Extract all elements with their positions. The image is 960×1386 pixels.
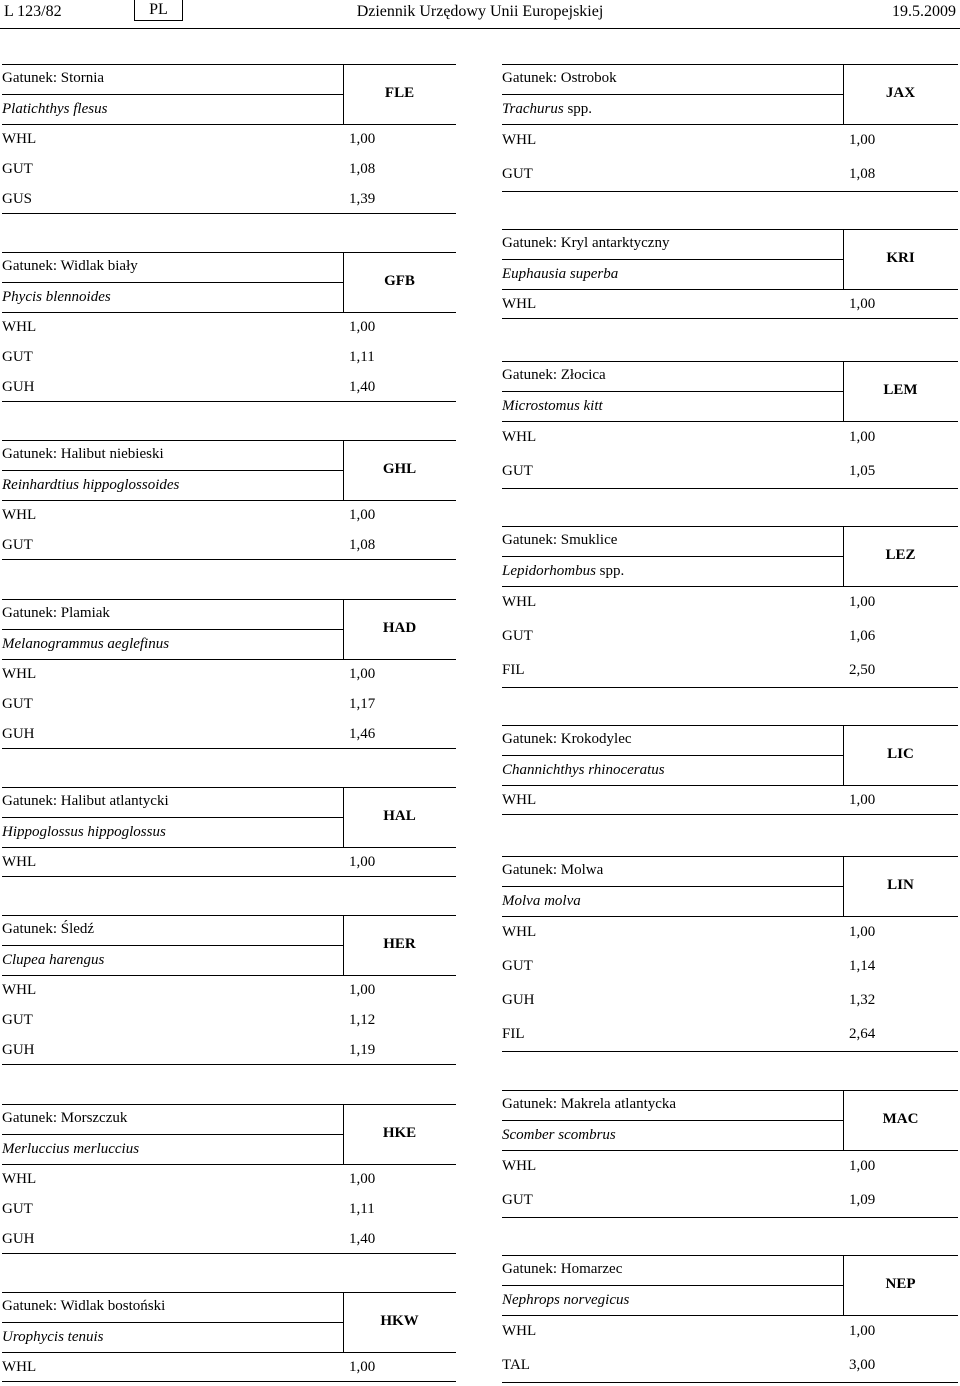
conversion-factor: 1,00 [849, 296, 876, 312]
table-top-rule [2, 1104, 456, 1105]
species-common-name [2, 921, 94, 938]
conversion-factor: 1,40 [349, 379, 376, 395]
species-code: HER [383, 936, 416, 952]
conversion-row [2, 124, 456, 154]
species-scientific-name [2, 101, 107, 118]
species-scientific-name [2, 1141, 139, 1158]
species-table [502, 856, 958, 1052]
presentation-code: GUH [502, 992, 535, 1008]
species-code: LIC [887, 746, 914, 762]
conversion-row [502, 124, 958, 158]
gatunek-label: Gatunek: [2, 605, 57, 621]
name-divider [502, 755, 843, 756]
conversion-factor: 1,00 [349, 854, 376, 870]
species-table [2, 440, 456, 560]
presentation-code: GUH [2, 1042, 35, 1058]
conversion-factor: 1,08 [349, 161, 376, 177]
species-scientific-name [502, 398, 603, 415]
conversion-row [2, 1224, 456, 1254]
table-bottom-rule [502, 814, 958, 815]
species-table [2, 915, 456, 1065]
name-divider [502, 259, 843, 260]
species-common-name [2, 605, 110, 622]
presentation-code: WHL [2, 982, 37, 998]
species-common-name [502, 1261, 622, 1278]
gatunek-label: Gatunek: [2, 446, 57, 462]
conversion-factor: 1,00 [349, 319, 376, 335]
presentation-code: FIL [502, 1026, 525, 1042]
table-top-rule [2, 440, 456, 441]
gatunek-label: Gatunek: [2, 921, 57, 937]
gatunek-label: Gatunek: [502, 532, 557, 548]
common-name-text: Plamiak [60, 605, 110, 621]
conversion-factor: 1,00 [849, 594, 876, 610]
conversion-row [502, 1349, 958, 1383]
conversion-row [2, 1352, 456, 1382]
species-code: HAL [383, 808, 416, 824]
conversion-factor: 1,00 [849, 1158, 876, 1174]
name-divider [502, 1285, 843, 1286]
common-name-text: Smuklice [560, 532, 618, 548]
name-divider [502, 1120, 843, 1121]
scientific-name-text: Platichthys flesus [2, 101, 108, 117]
conversion-row [2, 847, 456, 877]
table-top-rule [502, 526, 958, 527]
conversion-row [2, 1035, 456, 1065]
conversion-factor: 1,00 [349, 1171, 376, 1187]
presentation-code: WHL [502, 594, 537, 610]
conversion-row [502, 1018, 958, 1052]
scientific-name-text: Urophycis tenuis [2, 1329, 104, 1345]
species-common-name [502, 1096, 676, 1113]
species-common-name [502, 235, 669, 252]
conversion-factor: 1,39 [349, 191, 376, 207]
presentation-code: WHL [502, 1158, 537, 1174]
table-bottom-rule [2, 876, 456, 877]
scientific-name-text: Trachurus [502, 101, 564, 117]
species-table [2, 1292, 456, 1382]
journal-title: Dziennik Urzędowy Unii Europejskiej [356, 3, 604, 20]
table-bottom-rule [2, 748, 456, 749]
page-header [0, 0, 960, 29]
common-name-text: Homarzec [560, 1261, 623, 1277]
presentation-code: WHL [2, 1359, 37, 1375]
species-table [502, 1255, 958, 1383]
conversion-row [502, 289, 958, 319]
common-name-text: Krokodylec [560, 731, 632, 747]
presentation-code: FIL [502, 662, 525, 678]
table-bottom-rule [2, 1253, 456, 1254]
species-scientific-name [2, 952, 104, 969]
table-top-rule [502, 725, 958, 726]
species-common-name [502, 862, 603, 879]
species-table [502, 64, 958, 192]
gatunek-label: Gatunek: [2, 1110, 57, 1126]
conversion-factor: 1,05 [849, 463, 876, 479]
scientific-name-suffix: spp. [595, 563, 625, 579]
conversion-factor: 1,00 [349, 1359, 376, 1375]
species-code: NEP [885, 1276, 916, 1292]
scientific-name-suffix: spp. [563, 101, 593, 117]
species-scientific-name [502, 101, 592, 118]
species-common-name [502, 731, 632, 748]
species-code: LEZ [885, 547, 916, 563]
gatunek-label: Gatunek: [502, 731, 557, 747]
common-name-text: Morszczuk [60, 1110, 128, 1126]
conversion-factor: 1,19 [349, 1042, 376, 1058]
species-code: GFB [384, 273, 415, 289]
conversion-row [2, 1164, 456, 1194]
conversion-row [502, 916, 958, 950]
scientific-name-text: Lepidorhombus [502, 563, 596, 579]
presentation-code: WHL [502, 924, 537, 940]
species-scientific-name [502, 266, 618, 283]
scientific-name-text: Hippoglossus hippoglossus [2, 824, 166, 840]
table-bottom-rule [502, 1382, 958, 1383]
conversion-row [2, 500, 456, 530]
species-common-name [502, 70, 617, 87]
conversion-row [502, 1315, 958, 1349]
species-code: GHL [382, 461, 417, 477]
conversion-factor: 3,00 [849, 1357, 876, 1373]
name-divider [2, 470, 343, 471]
presentation-code: WHL [502, 792, 537, 808]
species-table [502, 526, 958, 688]
conversion-row [502, 950, 958, 984]
conversion-factor: 1,11 [349, 1201, 375, 1217]
table-bottom-rule [2, 1381, 456, 1382]
common-name-text: Śledź [60, 921, 95, 937]
conversion-factor: 1,46 [349, 726, 376, 742]
species-scientific-name [2, 636, 169, 653]
conversion-row [502, 455, 958, 489]
conversion-row [502, 785, 958, 815]
scientific-name-text: Microstomus kitt [502, 398, 603, 414]
common-name-text: Widlak bostoński [60, 1298, 166, 1314]
name-divider [2, 1322, 343, 1323]
name-divider [502, 391, 843, 392]
presentation-code: WHL [2, 1171, 37, 1187]
species-code: MAC [882, 1111, 919, 1127]
species-common-name [502, 367, 606, 384]
scientific-name-text: Melanogrammus aeglefinus [2, 636, 170, 652]
species-table [502, 725, 958, 815]
species-code: JAX [885, 85, 916, 101]
species-common-name [2, 70, 104, 87]
common-name-text: Stornia [60, 70, 105, 86]
gatunek-label: Gatunek: [502, 70, 557, 86]
name-divider [502, 94, 843, 95]
scientific-name-text: Euphausia superba [502, 266, 619, 282]
species-table [2, 252, 456, 402]
species-table [502, 361, 958, 489]
table-top-rule [502, 64, 958, 65]
species-code: HAD [382, 620, 417, 636]
conversion-factor: 1,00 [349, 666, 376, 682]
species-code: FLE [384, 85, 415, 101]
publication-date: 19.5.2009 [892, 3, 956, 20]
conversion-row [502, 421, 958, 455]
common-name-text: Molwa [560, 862, 604, 878]
conversion-factor: 1,00 [849, 429, 876, 445]
table-bottom-rule [502, 191, 958, 192]
conversion-factor: 2,50 [849, 662, 876, 678]
presentation-code: WHL [502, 296, 537, 312]
name-divider [2, 629, 343, 630]
species-scientific-name [502, 563, 624, 580]
presentation-code: GUT [2, 161, 33, 177]
conversion-factor: 1,14 [849, 958, 876, 974]
scientific-name-text: Phycis blennoides [2, 289, 111, 305]
conversion-row [502, 654, 958, 688]
conversion-factor: 1,00 [849, 132, 876, 148]
presentation-code: GUH [2, 1231, 35, 1247]
scientific-name-text: Nephrops norvegicus [502, 1292, 630, 1308]
scientific-name-text: Molva molva [502, 893, 581, 909]
presentation-code: GUT [502, 166, 533, 182]
common-name-text: Halibut niebieski [60, 446, 164, 462]
table-top-rule [502, 229, 958, 230]
common-name-text: Halibut atlantycki [60, 793, 169, 809]
conversion-row [502, 620, 958, 654]
conversion-factor: 1,00 [849, 1323, 876, 1339]
common-name-text: Kryl antarktyczny [560, 235, 670, 251]
presentation-code: GUT [502, 1192, 533, 1208]
table-bottom-rule [2, 1064, 456, 1065]
gatunek-label: Gatunek: [502, 862, 557, 878]
species-code: HKW [380, 1313, 419, 1329]
species-code: LEM [883, 382, 918, 398]
conversion-factor: 1,00 [349, 131, 376, 147]
common-name-text: Złocica [560, 367, 606, 383]
presentation-code: WHL [502, 429, 537, 445]
species-code: HKE [382, 1125, 417, 1141]
presentation-code: GUT [502, 628, 533, 644]
presentation-code: GUT [2, 696, 33, 712]
conversion-row [2, 975, 456, 1005]
scientific-name-text: Clupea harengus [2, 952, 105, 968]
name-divider [2, 817, 343, 818]
presentation-code: WHL [502, 132, 537, 148]
species-scientific-name [502, 1292, 629, 1309]
species-scientific-name [502, 1127, 616, 1144]
table-top-rule [502, 1090, 958, 1091]
table-top-rule [2, 64, 456, 65]
conversion-factor: 1,32 [849, 992, 876, 1008]
species-common-name [2, 446, 164, 463]
presentation-code: WHL [2, 507, 37, 523]
conversion-row [502, 158, 958, 192]
name-divider [2, 282, 343, 283]
table-top-rule [502, 361, 958, 362]
presentation-code: GUT [502, 958, 533, 974]
presentation-code: GUT [2, 1201, 33, 1217]
presentation-code: GUT [502, 463, 533, 479]
common-name-text: Widlak biały [60, 258, 138, 274]
conversion-row [2, 342, 456, 372]
common-name-text: Ostrobok [560, 70, 617, 86]
name-divider [502, 886, 843, 887]
scientific-name-text: Channichthys rhinoceratus [502, 762, 665, 778]
gatunek-label: Gatunek: [502, 367, 557, 383]
species-common-name [502, 532, 617, 549]
conversion-factor: 1,00 [849, 792, 876, 808]
presentation-code: GUH [2, 379, 35, 395]
gatunek-label: Gatunek: [502, 235, 557, 251]
presentation-code: WHL [502, 1323, 537, 1339]
table-bottom-rule [2, 559, 456, 560]
table-top-rule [2, 252, 456, 253]
species-scientific-name [502, 893, 581, 910]
species-scientific-name [2, 477, 179, 494]
conversion-row [502, 1150, 958, 1184]
name-divider [2, 1134, 343, 1135]
table-bottom-rule [2, 401, 456, 402]
conversion-factor: 1,40 [349, 1231, 376, 1247]
species-table [502, 1090, 958, 1218]
presentation-code: WHL [2, 319, 37, 335]
scientific-name-text: Reinhardtius hippoglossoides [2, 477, 180, 493]
name-divider [2, 94, 343, 95]
table-top-rule [2, 915, 456, 916]
species-table [2, 787, 456, 877]
name-divider [502, 556, 843, 557]
table-bottom-rule [502, 687, 958, 688]
presentation-code: WHL [2, 666, 37, 682]
conversion-factor: 1,12 [349, 1012, 376, 1028]
presentation-code: GUT [2, 1012, 33, 1028]
conversion-row [2, 312, 456, 342]
conversion-factor: 1,00 [849, 924, 876, 940]
name-divider [2, 945, 343, 946]
species-table [2, 1104, 456, 1254]
conversion-factor: 1,09 [849, 1192, 876, 1208]
presentation-code: WHL [2, 131, 37, 147]
table-bottom-rule [2, 213, 456, 214]
gatunek-label: Gatunek: [2, 258, 57, 274]
conversion-row [2, 719, 456, 749]
table-bottom-rule [502, 488, 958, 489]
table-top-rule [502, 856, 958, 857]
conversion-row [2, 1194, 456, 1224]
table-top-rule [2, 599, 456, 600]
species-code: KRI [886, 250, 915, 266]
presentation-code: GUT [2, 349, 33, 365]
species-table [502, 229, 958, 319]
species-scientific-name [2, 289, 111, 306]
conversion-row [2, 184, 456, 214]
presentation-code: GUS [2, 191, 33, 207]
gatunek-label: Gatunek: [502, 1261, 557, 1277]
presentation-code: WHL [2, 854, 37, 870]
conversion-factor: 1,00 [349, 507, 376, 523]
conversion-factor: 1,17 [349, 696, 376, 712]
conversion-factor: 1,06 [849, 628, 876, 644]
species-common-name [2, 1110, 127, 1127]
page-number: L 123/82 [4, 3, 62, 20]
language-badge: PL [134, 0, 183, 21]
species-common-name [2, 1298, 165, 1315]
table-bottom-rule [502, 318, 958, 319]
table-bottom-rule [502, 1051, 958, 1052]
conversion-row [2, 659, 456, 689]
species-table [2, 64, 456, 214]
conversion-row [2, 154, 456, 184]
conversion-row [2, 689, 456, 719]
conversion-row [502, 586, 958, 620]
scientific-name-text: Merluccius merluccius [2, 1141, 140, 1157]
gatunek-label: Gatunek: [502, 1096, 557, 1112]
table-bottom-rule [502, 1217, 958, 1218]
scientific-name-text: Scomber scombrus [502, 1127, 616, 1143]
species-table [2, 599, 456, 749]
table-top-rule [2, 1292, 456, 1293]
conversion-factor: 1,11 [349, 349, 375, 365]
gatunek-label: Gatunek: [2, 70, 57, 86]
species-scientific-name [502, 762, 665, 779]
species-scientific-name [2, 1329, 104, 1346]
table-top-rule [502, 1255, 958, 1256]
presentation-code: TAL [502, 1357, 530, 1373]
conversion-factor: 1,08 [349, 537, 376, 553]
conversion-row [2, 372, 456, 402]
conversion-factor: 2,64 [849, 1026, 876, 1042]
conversion-row [502, 984, 958, 1018]
presentation-code: GUH [2, 726, 35, 742]
species-scientific-name [2, 824, 166, 841]
gatunek-label: Gatunek: [2, 1298, 57, 1314]
gatunek-label: Gatunek: [2, 793, 57, 809]
species-common-name [2, 258, 138, 275]
presentation-code: GUT [2, 537, 33, 553]
species-common-name [2, 793, 169, 810]
conversion-row [2, 530, 456, 560]
common-name-text: Makrela atlantycka [560, 1096, 677, 1112]
table-top-rule [2, 787, 456, 788]
conversion-row [2, 1005, 456, 1035]
conversion-row [502, 1184, 958, 1218]
conversion-factor: 1,00 [349, 982, 376, 998]
conversion-factor: 1,08 [849, 166, 876, 182]
species-code: LIN [887, 877, 914, 893]
